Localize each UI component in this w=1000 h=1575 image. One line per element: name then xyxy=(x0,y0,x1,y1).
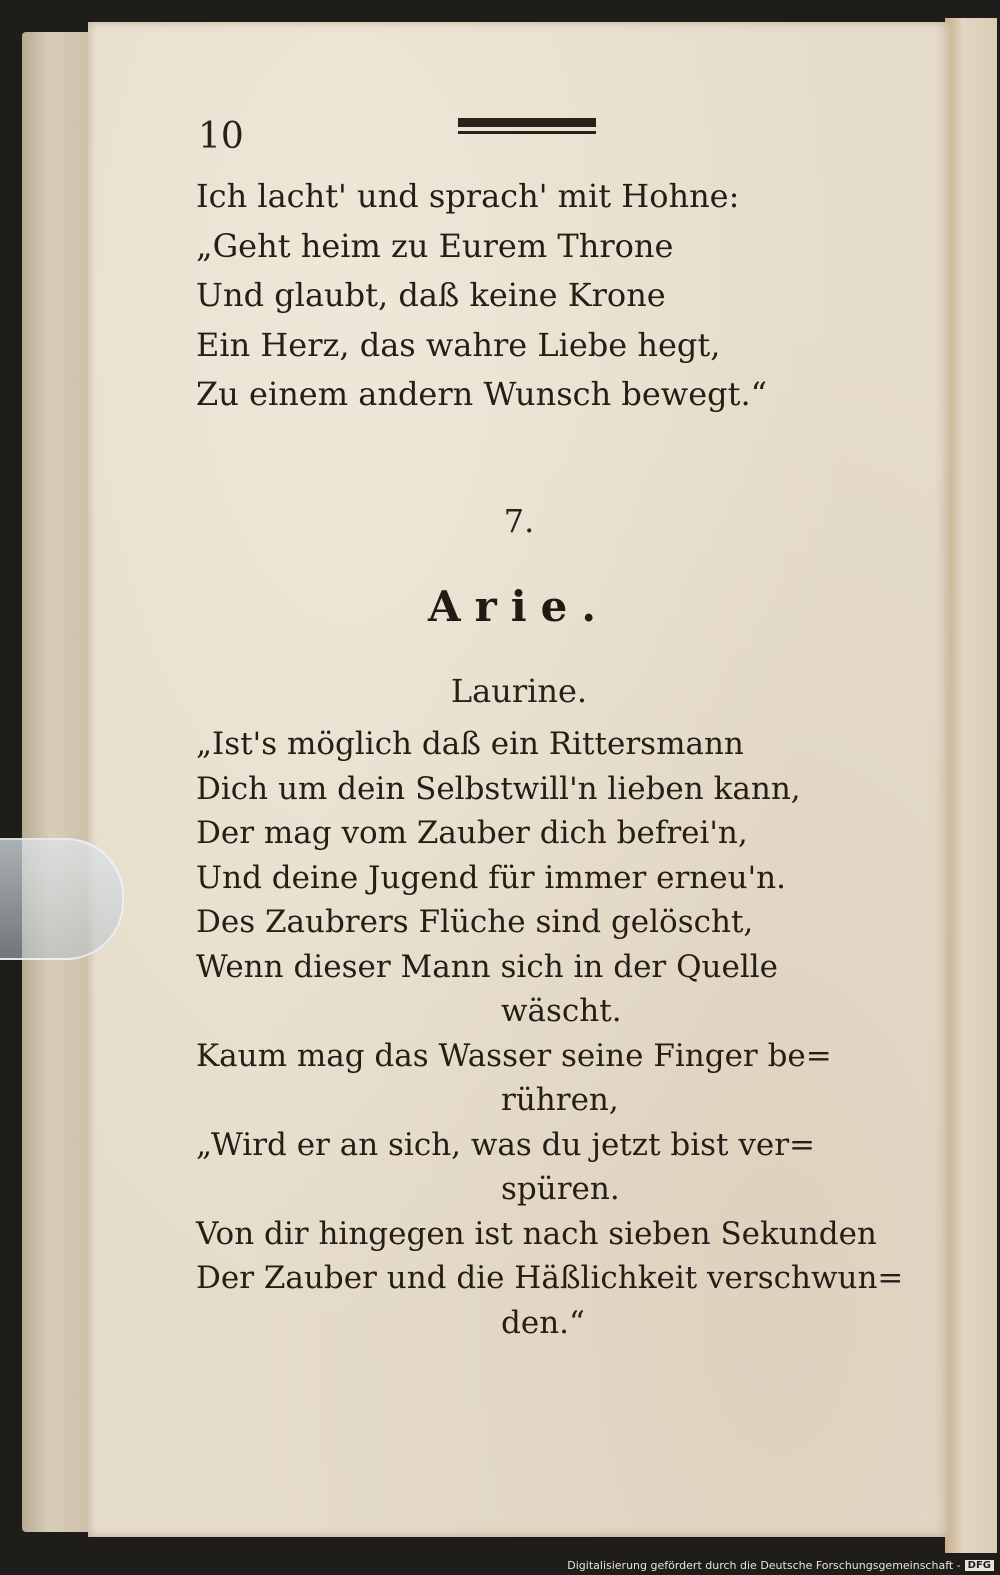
stanza-line: Und glaubt, daß keine Krone xyxy=(196,276,666,314)
section-number: 7. xyxy=(503,502,535,540)
aria-text xyxy=(196,722,904,1345)
stanza-line: Ein Herz, das wahre Liebe hegt, xyxy=(196,325,721,364)
dfg-logo-icon: DFG xyxy=(965,1560,994,1571)
header-rule-thin xyxy=(458,131,596,134)
page-number: 10 xyxy=(198,116,244,157)
aria-line: Und deine Jugend für immer erneu'n. xyxy=(196,859,786,896)
aria-line: „Wird er an sich, was du jetzt bist ver= xyxy=(196,1126,816,1163)
aria-line: Des Zaubrers Flüche sind gelöscht, xyxy=(196,904,754,940)
stanza-end xyxy=(196,172,886,420)
aria-line-continuation: rühren, xyxy=(501,1082,619,1118)
speaker-name: Laurine. xyxy=(450,672,588,710)
aria-line: „Ist's möglich daß ein Rittersmann xyxy=(196,726,744,762)
header-rule xyxy=(458,118,596,136)
aria-line: Wenn dieser Mann sich in der Quelle xyxy=(196,948,779,985)
book-left-edge xyxy=(22,32,94,1532)
aria-line: Kaum mag das Wasser seine Finger be= xyxy=(196,1037,832,1074)
header-rule-thick xyxy=(458,118,596,127)
book-page xyxy=(88,22,950,1537)
aria-line: Dich um dein Selbstwill'n lieben kann, xyxy=(196,770,801,807)
stanza-line: Ich lacht' und sprach' mit Hohne: xyxy=(196,177,740,215)
aria-line-continuation: wäscht. xyxy=(501,993,622,1029)
page-holder-clip xyxy=(0,838,124,960)
aria-line: Der Zauber und die Häßlichkeit verschwun= xyxy=(196,1260,904,1296)
footer-text: Digitalisierung gefördert durch die Deutsche Forschungsgemeinschaft - xyxy=(567,1559,961,1572)
digitization-footer xyxy=(567,1559,994,1572)
book-right-edge xyxy=(945,18,997,1553)
stanza-line: Zu einem andern Wunsch bewegt.“ xyxy=(196,375,767,413)
aria-line-continuation: spüren. xyxy=(501,1171,620,1207)
section-title: Arie. xyxy=(427,582,610,631)
stanza-line: „Geht heim zu Eurem Throne xyxy=(196,226,674,265)
aria-line: Von dir hingegen ist nach sieben Sekunden xyxy=(196,1215,877,1252)
aria-line-continuation: den.“ xyxy=(501,1304,585,1341)
aria-line: Der mag vom Zauber dich befrei'n, xyxy=(196,815,748,851)
